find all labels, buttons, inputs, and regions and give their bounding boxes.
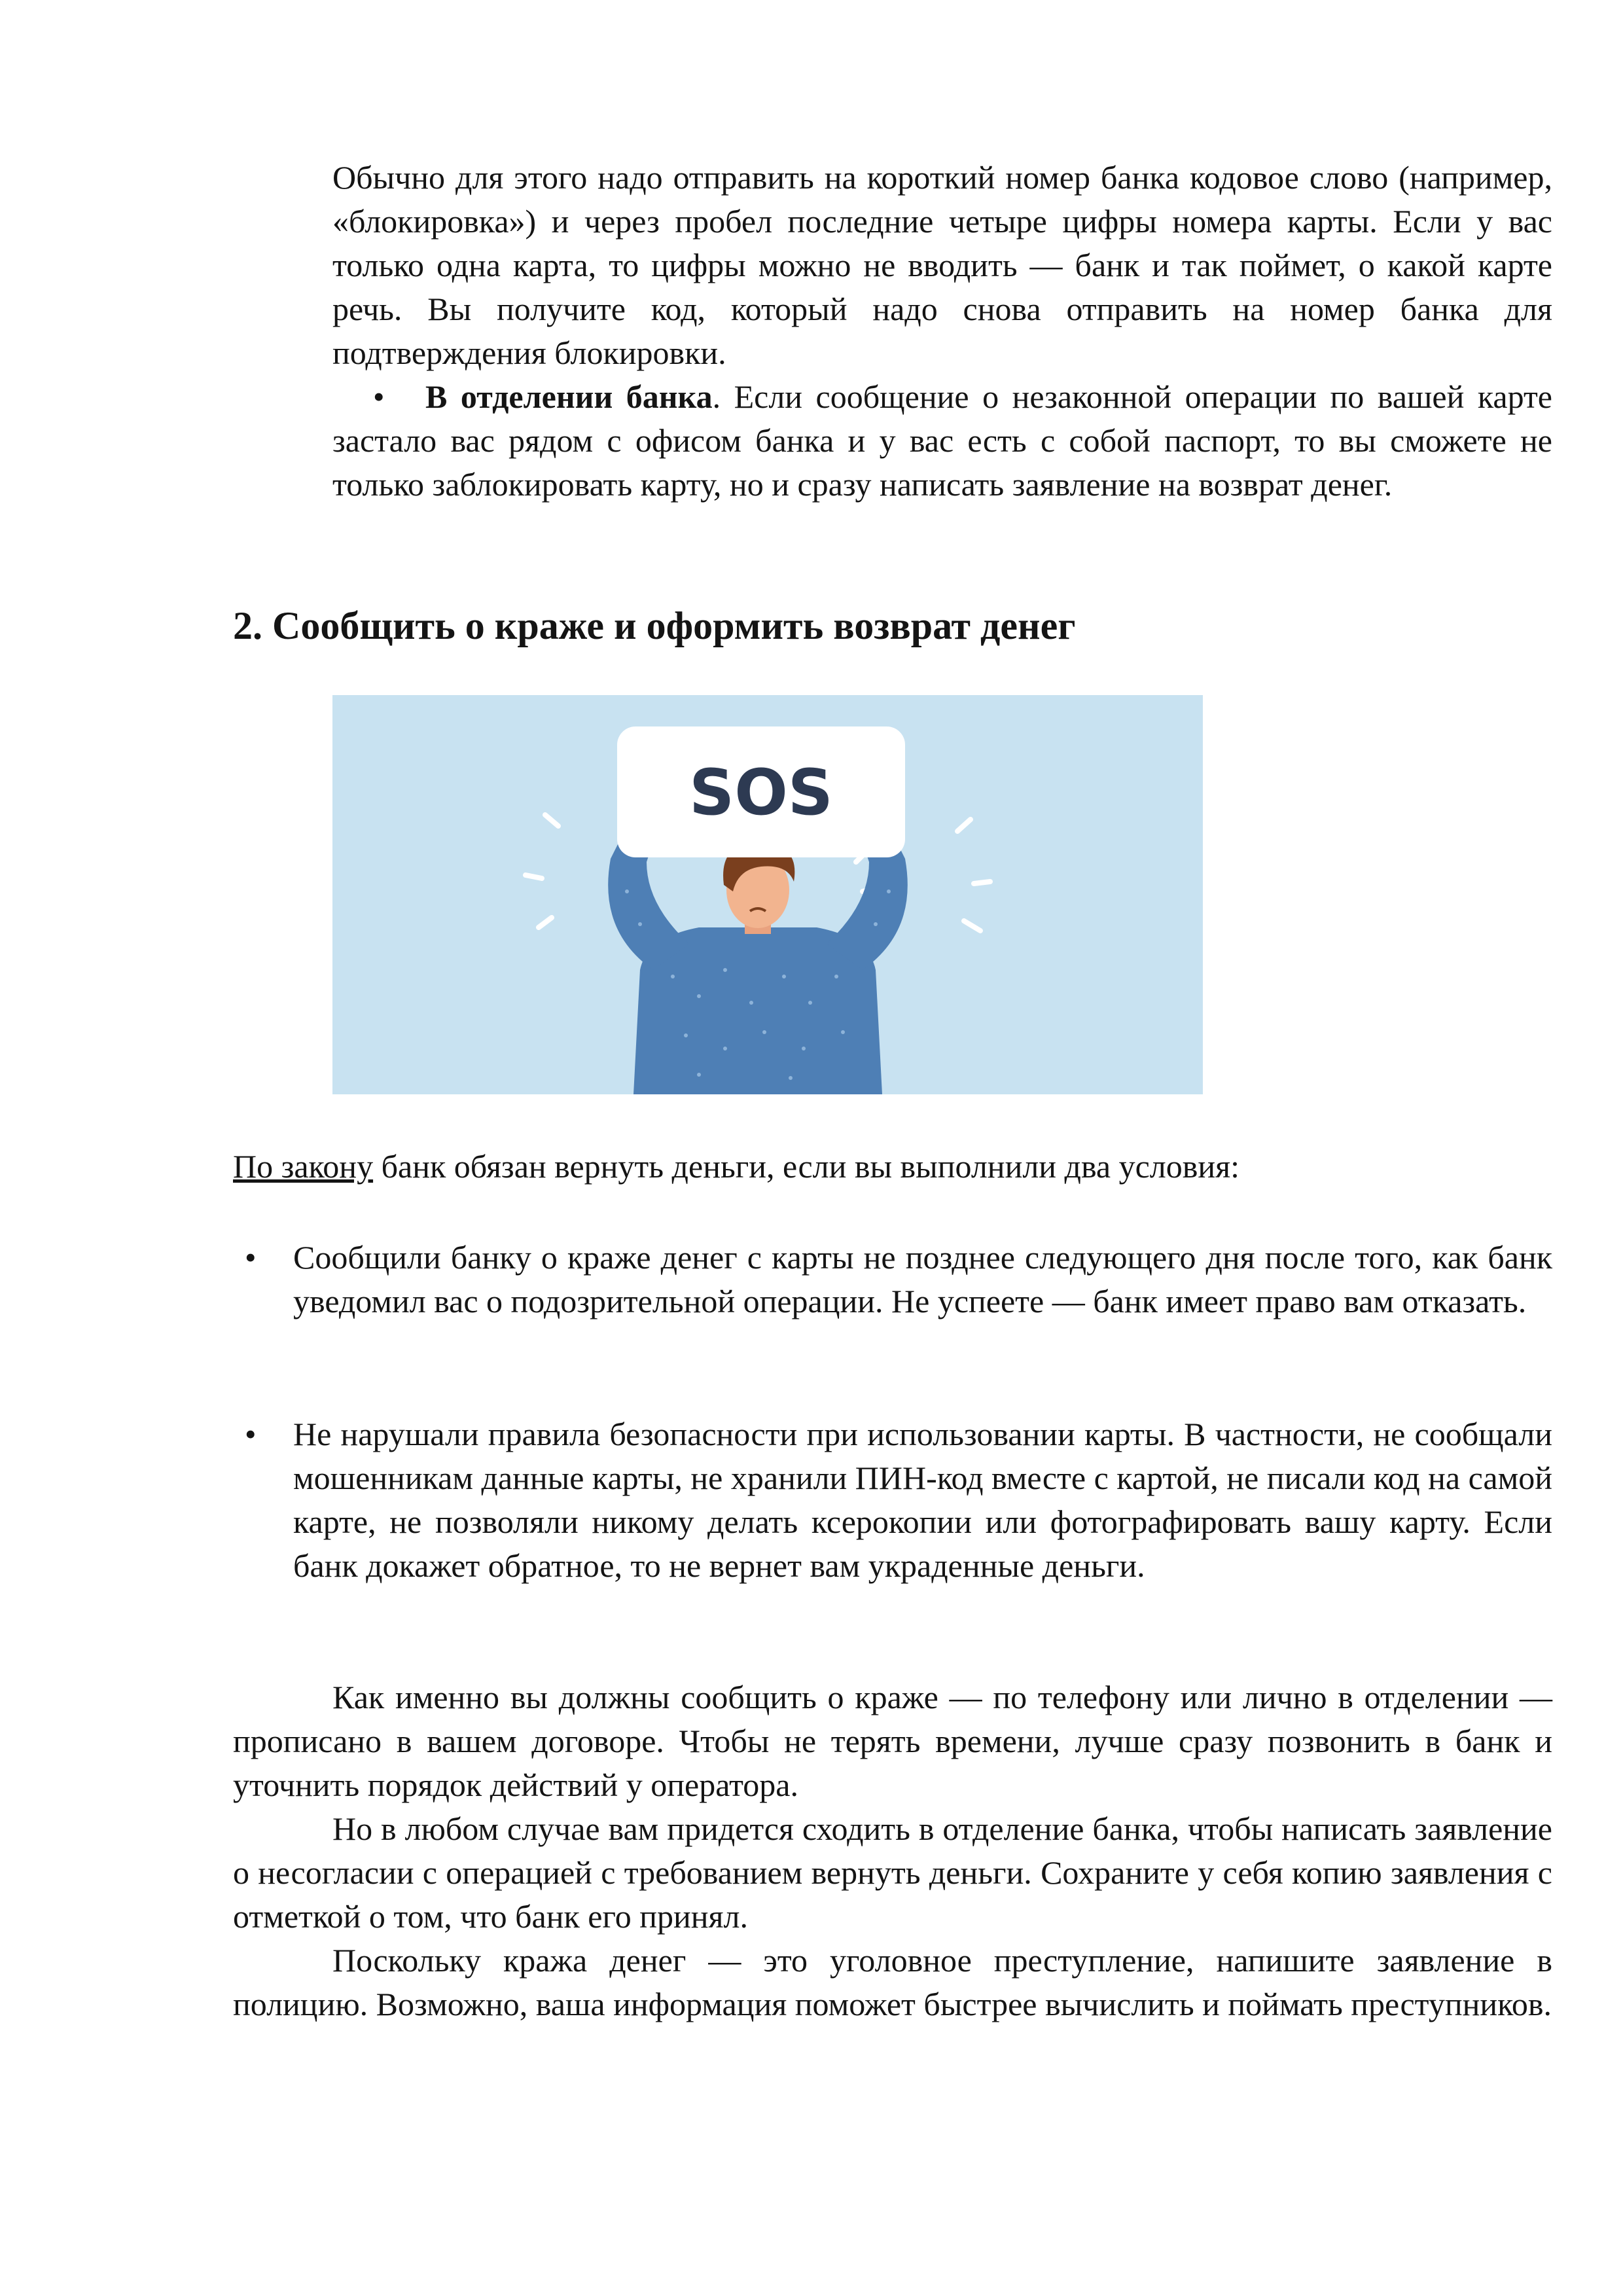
bullet-marker: • — [373, 378, 385, 415]
condition-1-bullet: • — [245, 1239, 257, 1276]
sos-illustration — [332, 695, 1203, 1094]
condition-2-text: Не нарушали правила безопасности при использовании карты. В частности, не сообщали мошенникам данные карты, не хранили ПИН-код вместе с картой, не писали код на самой карте, не позволяли никому делать ксерокопии или фотографировать вашу карту. Если банк докажет обратное, то не вернет вам украденные деньги. — [293, 1416, 1552, 1584]
condition-1-text: Сообщили банку о краже денег с карты не позднее следующего дня после того, как банк уведомил вас о подозрительной операции. Не успеете — банк имеет право вам отказать. — [293, 1239, 1552, 1319]
branch-bold-label: В отделении банка — [425, 378, 713, 415]
law-line-text: банк обязан вернуть деньги, если вы выполнили два условия: — [373, 1148, 1240, 1185]
law-link[interactable]: По закону — [233, 1148, 374, 1185]
law-line — [233, 1145, 1552, 1189]
intro-paragraph: Обычно для этого надо отправить на короткий номер банка кодовое слово (например, «блокировка») и через пробел последние четыре цифры номера карты. Если у вас только одна карта, то цифры можно не вводить — банк и так поймет, о какой карте речь. Вы получите код, который надо снова отправить на номер банка для подтверждения блокировки. — [332, 159, 1552, 371]
closing-paragraph-1: Как именно вы должны сообщить о краже — по телефону или лично в отделении — прописано в вашем договоре. Чтобы не терять времени, лучше сразу позвонить в банк и уточнить порядок действий у оператора. — [233, 1679, 1552, 1803]
branch-text: . Если сообщение о незаконной операции по вашей карте застало вас рядом с офисом банка и у вас есть с собой паспорт, то вы сможете не только заблокировать карту, но и сразу написать заявление на возврат денег. — [332, 378, 1552, 503]
condition-2-bullet: • — [245, 1416, 257, 1452]
sos-sign-text: SOS — [689, 756, 833, 829]
closing-paragraph-3: Поскольку кража денег — это уголовное преступление, напишите заявление в полицию. Возможно, ваша информация поможет быстрее вычислить и поймать преступников. — [233, 1942, 1552, 2022]
closing-paragraph-2: Но в любом случае вам придется сходить в отделение банка, чтобы написать заявление о несогласии с операцией с требованием вернуть деньги. Сохраните у себя копию заявления с отметкой о том, что банк его принял. — [233, 1810, 1552, 1935]
branch-paragraph — [332, 375, 1552, 507]
section-heading: 2. Сообщить о краже и оформить возврат денег — [233, 604, 1076, 647]
